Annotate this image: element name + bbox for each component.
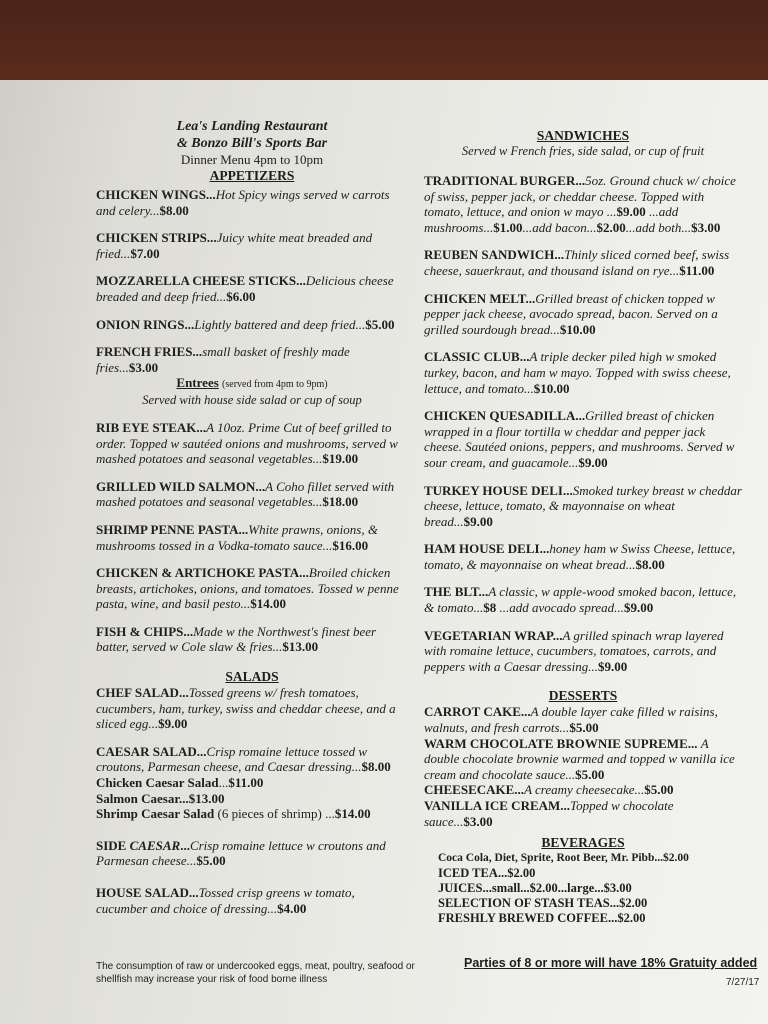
menu-item: MOZZARELLA CHEESE STICKS...Delicious cheese breaded and deep fried...$6.00 — [96, 273, 394, 304]
gratuity-notice: Parties of 8 or more will have 18% Gratuity added — [464, 956, 758, 970]
sandwiches-note: Served w French fries, side salad, or cup of fruit — [461, 144, 705, 158]
sandwiches-title: SANDWICHES — [536, 128, 630, 143]
menu-item: RIB EYE STEAK...A 10oz. Prime Cut of beef grilled to order. Topped w sautéed onions and mushrooms, served w mashed potatoes and seasonal vegetables...$19.00 — [96, 419, 398, 467]
menu-date: 7/27/17 — [726, 977, 760, 988]
menu-item: FISH & CHIPS...Made w the Northwest's finest beer batter, served w Cole slaw & fries...$13.00 — [96, 623, 377, 655]
menu-item: FRENCH FRIES...small basket of freshly made fries...$3.00 — [96, 344, 350, 375]
appetizers-title: APPETIZERS — [209, 168, 295, 183]
menu-item: CHICKEN WINGS...Hot Spicy wings served w carrots and celery...$8.00 — [96, 187, 390, 218]
menu-item: REUBEN SANDWICH...Thinly sliced corned beef, swiss cheese, sauerkraut, and thousand island on rye...$11.00 — [424, 247, 730, 278]
menu-item: CHICKEN MELT...Grilled breast of chicken topped w pepper jack cheese, avocado spread, bacon. Served on a grilled sourdough bread...$10.00 — [424, 290, 718, 337]
menu-item: HAM HOUSE DELI...honey ham w Swiss Cheese, lettuce, tomato, & mayonnaise on wheat bread...$8.00 — [424, 541, 736, 572]
menu-item: Salmon Caesar...$13.00 — [96, 790, 225, 806]
menu-page — [0, 80, 768, 1024]
left-column — [96, 118, 408, 916]
entrees-heading — [96, 375, 408, 393]
menu-item: CARROT CAKE...A double layer cake filled w raisins, walnuts, and fresh carrots...$5.00 — [424, 704, 718, 736]
menu-item: CLASSIC CLUB...A triple decker piled high w smoked turkey, bacon, and ham w mayo. Topped with swiss cheese, lettuce, and tomato...$10.00 — [424, 349, 731, 396]
menu-item: SHRIMP PENNE PASTA...White prawns, onions, & mushrooms tossed in a Vodka-tomato sauce...$16.00 — [96, 521, 378, 553]
beverages-list — [424, 851, 742, 926]
entrees-title: Entrees — [176, 375, 219, 391]
menu-item: GRILLED WILD SALMON...A Coho fillet served with mashed potatoes and seasonal vegetables...$18.00 — [96, 478, 395, 510]
beverage-line: SELECTION OF STASH TEAS...$2.00 — [438, 896, 648, 911]
beverage-line: FRESHLY BREWED COFFEE...$2.00 — [438, 911, 646, 926]
menu-item: CHICKEN STRIPS...Juicy white meat breaded and fried...$7.00 — [96, 230, 373, 261]
sandwiches-list — [424, 173, 742, 674]
menu-item: SIDE CAESAR...Crisp romaine lettuce w croutons and Parmesan cheese...$5.00 — [96, 837, 386, 869]
beverage-line: Coca Cola, Diet, Sprite, Root Beer, Mr. Pibb...$2.00 — [438, 852, 689, 865]
menu-header — [96, 118, 408, 168]
beverages-title: BEVERAGES — [541, 835, 625, 851]
desserts-list — [424, 704, 742, 829]
food-safety-disclaimer: The consumption of raw or undercooked eggs, meat, poultry, seafood or shellfish may increase your risk of food borne illness — [96, 961, 415, 985]
restaurant-name: Lea's Landing Restaurant — [176, 119, 328, 134]
desserts-title: DESSERTS — [548, 688, 618, 704]
beverage-line: JUICES...small...$2.00...large...$3.00 — [438, 881, 632, 896]
right-column — [424, 128, 742, 926]
menu-item: THE BLT...A classic, w apple-wood smoked bacon, lettuce, & tomato...$8 ...add avocado spread...$9.00 — [424, 584, 737, 616]
appetizers-list — [96, 187, 408, 375]
menu-item: HOUSE SALAD...Tossed crisp greens w tomato, cucumber and choice of dressing...$4.00 — [96, 885, 355, 916]
entrees-hours: (served from 4pm to 9pm) — [222, 379, 328, 391]
menu-item: CAESAR SALAD...Crisp romaine lettuce tossed w croutons, Parmesan cheese, and Caesar dressing...$8.00 — [96, 743, 391, 775]
menu-item: Shrimp Caesar Salad (6 pieces of shrimp) ...$14.00 — [96, 806, 371, 822]
menu-item: CHEF SALAD...Tossed greens w/ fresh tomatoes, cucumbers, ham, turkey, swiss and cheddar cheese, and a sliced egg...$9.00 — [96, 685, 396, 732]
entrees-note: Served with house side salad or cup of soup — [142, 392, 362, 407]
beverage-line: ICED TEA...$2.00 — [438, 866, 536, 881]
menu-item: CHICKEN & ARTICHOKE PASTA...Broiled chicken breasts, artichokes, onions, and tomatoes. Tossed w penne pasta, wine, and basil pesto...$14.00 — [96, 565, 399, 612]
menu-item: TURKEY HOUSE DELI...Smoked turkey breast w cheddar cheese, lettuce, tomato, & mayonnaise on wheat bread...$9.00 — [424, 482, 742, 529]
menu-item: CHICKEN QUESADILLA...Grilled breast of chicken wrapped in a flour tortilla w cheddar and pepper jack cheese. Sautéed onions, peppers, and mushrooms. Served w sour cream, and guacamole...$9.00 — [424, 408, 735, 470]
menu-item: VANILLA ICE CREAM...Topped w chocolate sauce...$3.00 — [424, 798, 674, 829]
menu-item: Chicken Caesar Salad...$11.00 — [96, 775, 264, 791]
salads-title: SALADS — [225, 669, 279, 685]
menu-item: ONION RINGS...Lightly battered and deep fried...$5.00 — [96, 316, 395, 332]
salads-list — [96, 685, 408, 916]
bar-name: & Bonzo Bill's Sports Bar — [176, 136, 328, 151]
menu-item: WARM CHOCOLATE BROWNIE SUPREME... A double chocolate brownie warmed and topped w vanilla ice cream and chocolate sauce...$5.00 — [424, 735, 735, 782]
entrees-list — [96, 420, 408, 655]
menu-item: TRADITIONAL BURGER...5oz. Ground chuck w/ choice of swiss, pepper jack, or cheddar cheese. Topped with tomato, lettuce, and onion w mayo ...$9.00 ...add mushrooms...$1.00...add bacon...$2.00...add both...$3.00 — [424, 173, 736, 235]
menu-item: CHEESECAKE...A creamy cheesecake...$5.00 — [424, 782, 674, 798]
menu-item: VEGETARIAN WRAP...A grilled spinach wrap layered with romaine lettuce, cucumbers, tomatoes, carrots, and peppers with a Caesar dressing...$9.00 — [424, 627, 724, 674]
menu-hours: Dinner Menu 4pm to 10pm — [180, 152, 324, 167]
